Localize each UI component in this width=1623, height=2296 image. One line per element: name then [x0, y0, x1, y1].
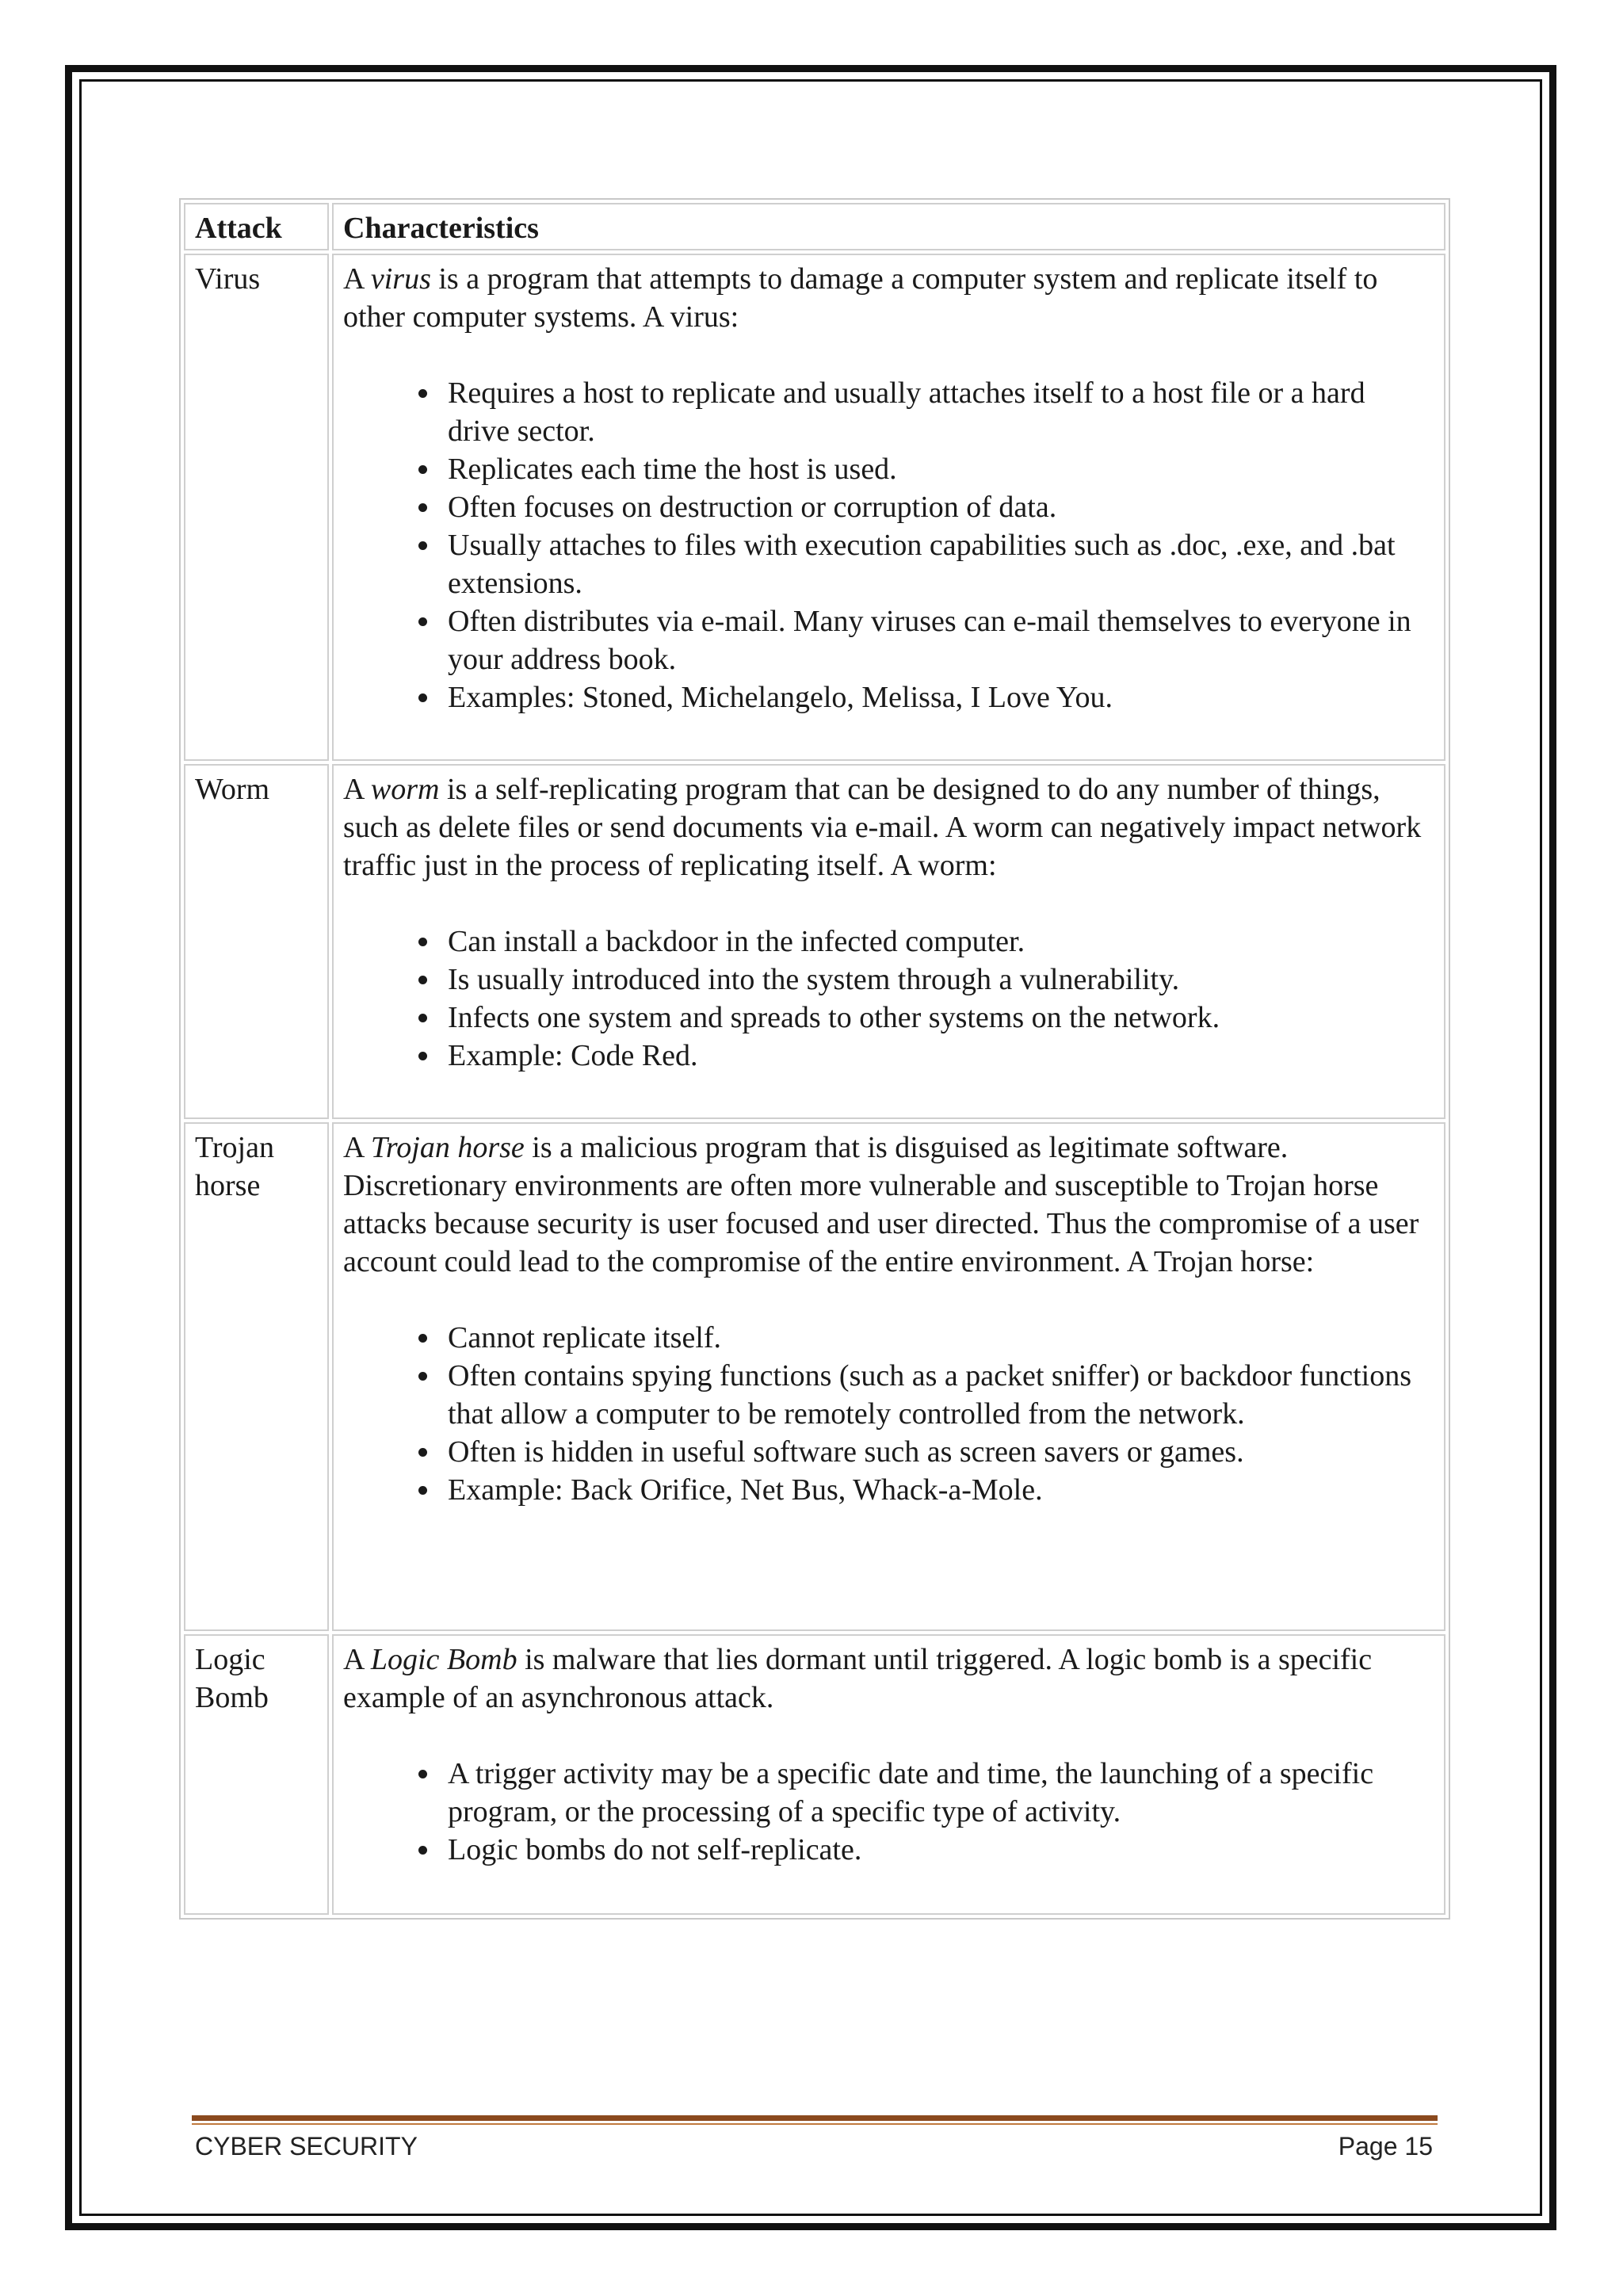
list-item: • Often distributes via e-mail. Many viruses can e-mail themselves to everyone in your address book.	[441, 602, 1434, 678]
list-item: • Usually attaches to files with execution capabilities such as .doc, .exe, and .bat extensions.	[441, 526, 1434, 602]
attack-name: Logic Bomb	[184, 1634, 329, 1915]
list-item: • Is usually introduced into the system through a vulnerability.	[441, 961, 1434, 999]
attack-description: A Trojan horse is a malicious program that is disguised as legitimate software. Discretionary environments are often more vulnerable and susceptible to Trojan horse attacks because security is user focused and user directed. Thus the compromise of a user account could lead to the compromise of the entire environment. A Trojan horse:	[343, 1131, 1419, 1278]
page-number: Page 15	[1338, 2132, 1433, 2160]
table-row	[184, 254, 1445, 761]
list-item: • Often is hidden in useful software such as screen savers or games.	[441, 1433, 1434, 1471]
list-item: • A trigger activity may be a specific date and time, the launching of a specific program, or the processing of a specific type of activity.	[441, 1755, 1434, 1831]
list-item: • Examples: Stoned, Michelangelo, Melissa, I Love You.	[441, 678, 1434, 716]
header-attack: Attack	[184, 203, 329, 250]
characteristics-list	[343, 923, 1434, 1075]
list-item: • Often focuses on destruction or corruption of data.	[441, 488, 1434, 526]
list-item: • Example: Back Orifice, Net Bus, Whack-a-Mole.	[441, 1471, 1434, 1509]
attack-description: A worm is a self-replicating program that can be designed to do any number of things, such as delete files or send documents via e-mail. A worm can negatively impact network traffic just in the process of replicating itself. A worm:	[343, 773, 1422, 882]
footer-title: CYBER SECURITY	[195, 2132, 418, 2160]
attack-characteristics	[332, 1634, 1445, 1915]
list-item: • Logic bombs do not self-replicate.	[441, 1831, 1434, 1869]
table-row	[184, 1122, 1445, 1631]
attack-term: worm	[370, 773, 440, 806]
attack-name: Virus	[184, 254, 329, 761]
attack-characteristics	[332, 764, 1445, 1119]
attack-characteristics-table	[179, 198, 1450, 1920]
table-header-row	[184, 203, 1445, 250]
list-item: • Can install a backdoor in the infected computer.	[441, 923, 1434, 961]
list-item: • Cannot replicate itself.	[441, 1319, 1434, 1357]
list-item: • Replicates each time the host is used.	[441, 450, 1434, 488]
attack-characteristics	[332, 254, 1445, 761]
attack-name: Trojan horse	[184, 1122, 329, 1631]
list-item: • Example: Code Red.	[441, 1037, 1434, 1075]
characteristics-list	[343, 1319, 1434, 1509]
header-characteristics: Characteristics	[332, 203, 1445, 250]
attack-term: Logic Bomb	[370, 1643, 517, 1676]
attack-description: A Logic Bomb is malware that lies dormant until triggered. A logic bomb is a specific example of an asynchronous attack.	[343, 1643, 1373, 1714]
footer-rule-thick	[192, 2115, 1438, 2121]
list-item: • Often contains spying functions (such as a packet sniffer) or backdoor functions that allow a computer to be remotely controlled from the network.	[441, 1357, 1434, 1433]
characteristics-list	[343, 374, 1434, 716]
list-item: • Requires a host to replicate and usually attaches itself to a host file or a hard drive sector.	[441, 374, 1434, 450]
list-item: • Infects one system and spreads to other systems on the network.	[441, 999, 1434, 1037]
attack-name: Worm	[184, 764, 329, 1119]
footer-rule-thin	[192, 2123, 1438, 2125]
table-row	[184, 764, 1445, 1119]
characteristics-list	[343, 1755, 1434, 1869]
attack-characteristics	[332, 1122, 1445, 1631]
table-row	[184, 1634, 1445, 1915]
attack-term: Trojan horse	[370, 1131, 525, 1164]
attack-term: virus	[370, 262, 431, 296]
attack-description: A virus is a program that attempts to damage a computer system and replicate itself to other computer systems. A virus:	[343, 262, 1378, 334]
